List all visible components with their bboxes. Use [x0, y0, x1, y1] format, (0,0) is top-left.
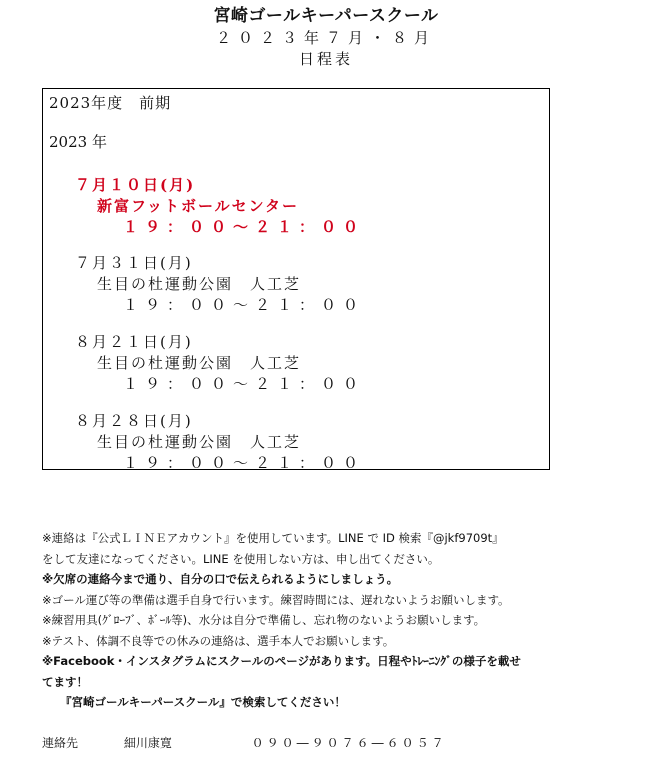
document-subtitle: ２０２３年７月・８月	[215, 29, 436, 47]
entry-date: ７月１０日(月)	[75, 176, 196, 194]
contact-phone: ０９０―９０７６―６０５７	[251, 736, 447, 750]
note-line: ※ゴール運び等の準備は選手自身で行います。練習時間には、遅れないようお願いします。	[42, 592, 510, 607]
note-line: をして友達になってください。LINE を使用しない方は、申し出てください。	[42, 551, 440, 566]
document-header	[0, 6, 652, 69]
note-line: 『宮崎ゴールキーパースクール』で検索してください！	[60, 695, 346, 709]
entry-time: １９：００〜２１：００	[123, 218, 366, 236]
note-line: ※欠席の連絡今まで通り、自分の口で伝えられるようにしましょう。	[42, 572, 399, 586]
entry-time: １９：００〜２１：００	[123, 454, 366, 472]
entry-venue: 生目の杜運動公園 人工芝	[97, 354, 302, 372]
contact-name: 細川康寛	[123, 736, 172, 750]
entry-date: ８月２８日(月)	[75, 412, 193, 430]
entry-venue: 生目の杜運動公園 人工芝	[97, 433, 302, 451]
document-title: 宮崎ゴールキーパースクール	[213, 6, 439, 26]
entry-date: ７月３１日(月)	[75, 254, 193, 272]
note-line: ※練習用具(ｸﾞﾛｰﾌﾞ、ﾎﾞｰﾙ等)、水分は自分で準備し、忘れ物のないようお願いします。	[42, 613, 486, 627]
entry-venue: 新富フットボールセンター	[97, 197, 300, 215]
contact-label: 連絡先	[42, 736, 79, 750]
entry-time: １９：００〜２１：００	[123, 296, 366, 314]
notes-section	[42, 528, 602, 713]
entry-date: ８月２１日(月)	[75, 333, 193, 351]
entry-time: １９：００〜２１：００	[123, 375, 366, 393]
schedule-box	[42, 88, 550, 470]
entry-venue: 生目の杜運動公園 人工芝	[97, 275, 302, 293]
term-label: 2023年度 前期	[49, 94, 172, 112]
schedule-heading: 日程表	[298, 50, 353, 68]
note-line: ※連絡は『公式ＬＩＮＥアカウント』を使用しています。LINE で ID 検索『@jkf9709t』	[42, 531, 504, 545]
note-line: ※Facebook・インスタグラムにスクールのページがあります。日程やﾄﾚｰﾆﾝｸﾞの様子を載せ	[42, 654, 521, 668]
contact-line	[42, 734, 447, 752]
note-line: てます！	[42, 674, 88, 689]
note-line: ※テスト、体調不良等での休みの連絡は、選手本人でお願いします。	[42, 633, 395, 648]
year-label: 2023 年	[49, 133, 107, 151]
